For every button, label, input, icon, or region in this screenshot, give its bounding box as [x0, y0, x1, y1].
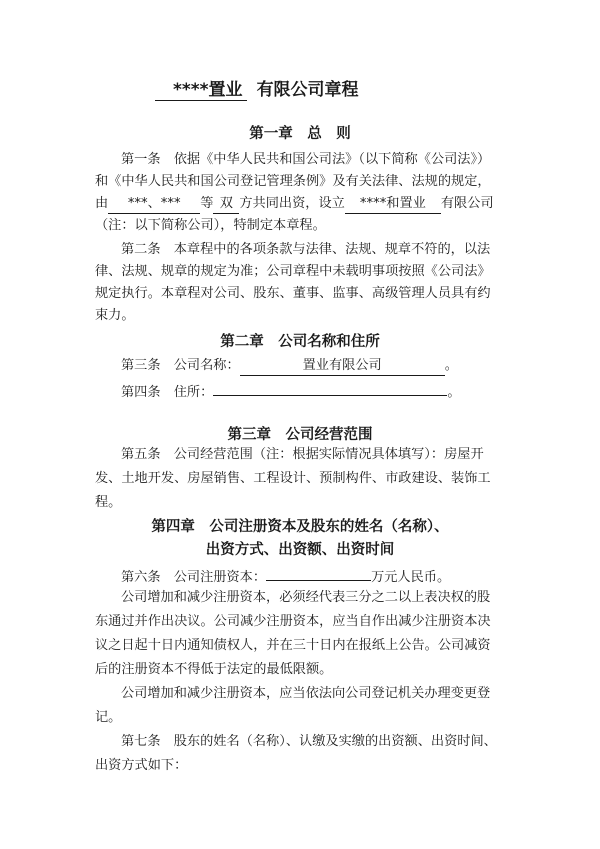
registration-paragraph-line-1: 公司增加和减少注册资本，应当依法向公司登记机关办理变更登	[121, 686, 491, 701]
art1-prefix: 由	[95, 196, 109, 211]
chapter-1-heading: 第一章 总 则	[249, 126, 351, 142]
article-1-line-1: 第一条 依据《中华人民共和国公司法》（以下简称《公司法》）	[121, 152, 491, 167]
article-2-line-3: 规定执行。本章程对公司、股东、董事、监事、高级管理人员具有约	[95, 286, 491, 301]
art4-label: 第四条 住所：	[121, 385, 214, 400]
title-company-underlined: ****置业	[155, 80, 247, 101]
article-2-line-4: 束力。	[95, 308, 135, 323]
chapter-4-heading-line-2: 出资方式、出资额、出资时间	[205, 542, 395, 558]
article-6-line	[121, 565, 450, 587]
article-5-line-2: 发、土地开发、房屋销售、工程设计、预制构件、市政建设、装饰工	[95, 471, 491, 486]
title-rest: 有限公司章程	[256, 80, 359, 100]
article-7-line-1: 第七条 股东的姓名（名称）、认缴及实缴的出资额、出资时间、	[121, 734, 497, 749]
article-1-line-2: 和《中华人民共和国公司登记管理条例》及有关法律、法规的规定，	[95, 174, 491, 189]
article-7-line-2: 出资方式如下：	[95, 758, 188, 773]
chapter-4-heading-line-1: 第四章 公司注册资本及股东的姓名（名称）、	[151, 519, 449, 535]
document-title	[155, 80, 359, 101]
art1-mid2: 方共同出资，设立	[239, 196, 345, 211]
art1-company-name: ****和置业	[345, 195, 441, 214]
capital-paragraph-line-1: 公司增加和减少注册资本，必须经代表三分之二以上表决权的股	[121, 590, 491, 605]
art1-suffix: 有限公司	[440, 196, 494, 211]
registered-capital-field	[266, 565, 371, 581]
art4-end: 。	[447, 385, 461, 400]
article-2-line-1: 第二条 本章程中的各项条款与法律、法规、规章不符的，以法	[121, 242, 491, 257]
art1-shareholder-count: 双	[213, 195, 239, 214]
registration-paragraph-line-2: 记。	[95, 710, 122, 725]
capital-paragraph-line-2: 东通过并作出决议。公司减少注册资本，应当自作出减少注册资本决	[95, 614, 491, 629]
chapter-2-heading: 第二章 公司名称和住所	[220, 334, 380, 350]
article-5-line-1: 第五条 公司经营范围（注：根据实际情况具体填写）：房屋开	[121, 447, 484, 462]
article-2-line-2: 律、法规、规章的规定为准；公司章程中未载明事项按照《公司法》	[95, 264, 491, 279]
article-3-line	[121, 357, 458, 376]
art3-label: 第三条 公司名称：	[121, 358, 240, 373]
art1-shareholder-names: ***、***	[108, 195, 200, 214]
article-4-line	[121, 380, 461, 402]
address-field	[213, 380, 447, 396]
capital-paragraph-line-3: 议之日起十日内通知债权人，并在三十日内在报纸上公告。公司减资	[95, 638, 491, 653]
art6-label: 第六条 公司注册资本：	[121, 570, 267, 585]
company-name-field: 置业有限公司	[240, 357, 445, 376]
art3-end: 。	[444, 358, 458, 373]
article-1-line-4: （注：以下简称公司），特制定本章程。	[95, 218, 326, 233]
art6-end: 万元人民币。	[371, 570, 451, 585]
chapter-3-heading: 第三章 公司经营范围	[227, 427, 373, 443]
art1-mid1: 等	[200, 196, 214, 211]
article-1-line-3	[95, 195, 494, 214]
capital-paragraph-line-4: 后的注册资本不得低于法定的最低限额。	[95, 662, 333, 677]
article-5-line-3: 程。	[95, 495, 122, 510]
